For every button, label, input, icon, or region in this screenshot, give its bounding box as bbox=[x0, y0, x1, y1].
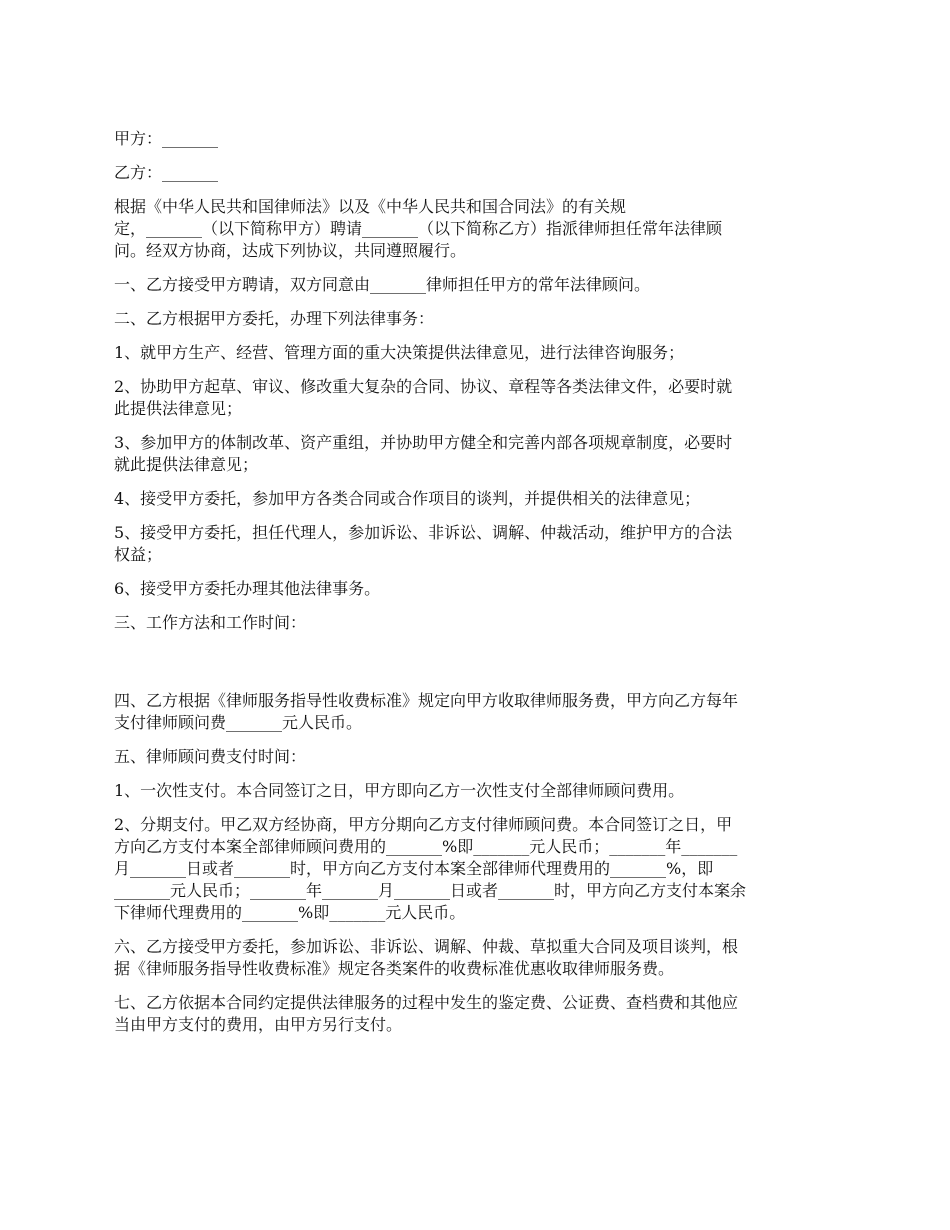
clause-5-item-1: 1、一次性支付。本合同签订之日，甲方即向乙方一次性支付全部律师顾问费用。 bbox=[114, 781, 685, 800]
blank-space bbox=[114, 646, 836, 690]
clause-3-heading: 三、工作方法和工作时间： bbox=[114, 613, 307, 632]
clause-5-item-2: 2、分期支付。甲乙双方经协商，甲方分期向乙方支付律师顾问费。本合同签订之日，甲 方向乙方支付本案全部律师顾问费用的_______%即_______元人民币；_______年_______ 月_______日或者_______时，甲方向乙方支付本案全部律师代理费用的_______%，即 _______元人民币；_______年_______月_______日或者_______时，甲方向乙方支付本案余 下律师代理费用的_______%即_______元人民币。 bbox=[114, 815, 747, 922]
clause-2-item-6: 6、接受甲方委托办理其他法律事务。 bbox=[114, 579, 381, 598]
clause-7: 七、乙方依据本合同约定提供法律服务的过程中发生的鉴定费、公证费、查档费和其他应 当由甲方支付的费用，由甲方另行支付。 bbox=[114, 993, 739, 1034]
contract-document bbox=[114, 128, 836, 1048]
clause-1: 一、乙方接受甲方聘请，双方同意由_______律师担任甲方的常年法律顾问。 bbox=[114, 275, 651, 294]
preamble-paragraph: 根据《中华人民共和国律师法》以及《中华人民共和国合同法》的有关规 定，_______（以下简称甲方）聘请_______（以下简称乙方）指派律师担任常年法律顾 问。经双方协商，达成下列协议，共同遵照履行。 bbox=[114, 197, 723, 260]
clause-6: 六、乙方接受甲方委托，参加诉讼、非诉讼、调解、仲裁、草拟重大合同及项目谈判，根 据《律师服务指导性收费标准》规定各类案件的收费标准优惠收取律师服务费。 bbox=[114, 937, 739, 978]
clause-2-heading: 二、乙方根据甲方委托，办理下列法律事务： bbox=[114, 309, 435, 328]
clause-2-item-5: 5、接受甲方委托，担任代理人，参加诉讼、非诉讼、调解、仲裁活动，维护甲方的合法 权益； bbox=[114, 523, 733, 564]
party-b-line: 乙方：_______ bbox=[114, 163, 219, 182]
clause-2-item-4: 4、接受甲方委托，参加甲方各类合同或合作项目的谈判，并提供相关的法律意见； bbox=[114, 489, 701, 508]
clause-2-item-1: 1、就甲方生产、经营、管理方面的重大决策提供法律意见，进行法律咨询服务； bbox=[114, 343, 685, 362]
party-a-line: 甲方：_______ bbox=[114, 129, 219, 148]
clause-4: 四、乙方根据《律师服务指导性收费标准》规定向甲方收取律师服务费，甲方向乙方每年 支付律师顾问费_______元人民币。 bbox=[114, 691, 739, 732]
clause-2-item-3: 3、参加甲方的体制改革、资产重组，并协助甲方健全和完善内部各项规章制度，必要时 就此提供法律意见； bbox=[114, 433, 733, 474]
clause-2-item-2: 2、协助甲方起草、审议、修改重大复杂的合同、协议、章程等各类法律文件，必要时就 此提供法律意见； bbox=[114, 377, 733, 418]
clause-5-heading: 五、律师顾问费支付时间： bbox=[114, 747, 307, 766]
